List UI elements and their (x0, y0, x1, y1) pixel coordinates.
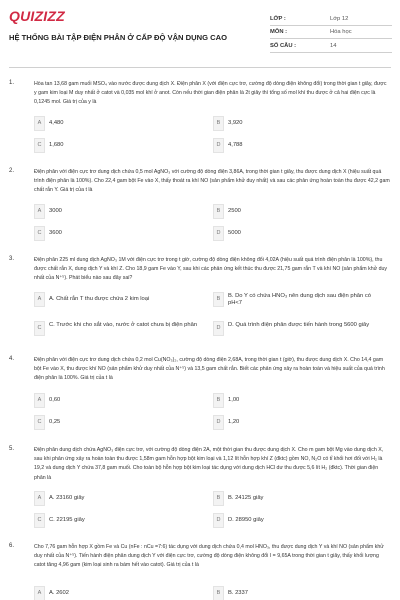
option-text: 3000 (49, 208, 62, 214)
option-letter: A (34, 116, 45, 131)
option-text: 0,60 (49, 397, 61, 403)
option-letter: D (213, 513, 224, 528)
option-letter: C (34, 138, 45, 153)
option-text: A. 2602 (49, 590, 69, 596)
option-letter: D (213, 415, 224, 430)
count-value: 14 (330, 43, 337, 49)
subject-value: Hóa học (330, 29, 352, 35)
option-text: A. 23160 giây (49, 495, 85, 501)
question-number: 6. (9, 543, 15, 549)
question-number: 3. (9, 256, 15, 262)
option-letter: D (213, 138, 224, 153)
question-number: 4. (9, 356, 15, 362)
option-letter: B (213, 116, 224, 131)
option-letter: B (213, 393, 224, 408)
count-label: SỐ CÂU : (270, 43, 297, 49)
option-text: C. Trước khi cho sắt vào, nước ở catot chưa bị điện phân (49, 322, 198, 328)
option-text: A. Chất rắn T thu được chứa 2 kim loại (49, 296, 150, 302)
worksheet-header (0, 0, 400, 62)
question-number: 1. (9, 80, 15, 86)
option-letter: C (34, 513, 45, 528)
option-letter: B (213, 204, 224, 219)
question-number: 2. (9, 168, 15, 174)
option-text: C. 22195 giây (49, 517, 85, 523)
option-letter: D (213, 226, 224, 241)
option-text: B. 2337 (228, 590, 248, 596)
grade-value: Lớp 12 (330, 16, 349, 22)
option-text: 3,920 (228, 120, 243, 126)
option-text: 4,788 (228, 142, 243, 148)
subject-label: MÔN : (270, 29, 288, 35)
option-text: D. Quá trình điện phân được tiến hành trong 5600 giây (228, 322, 370, 328)
question-text: Cho 7,76 gam hỗn hợp X gồm Fe và Cu (nFe : nCu =7:6) tác dụng với dung dịch chứa 0,4 mol HNO₃, thu được dung dịch Y và khí NO (sản phẩm khử duy nhất của N⁺⁵). Tiến hành điện phân dung dịch Y với điện cực trơ, cường độ dòng điện không đổi I = 9,65A trong thời gian t giây, thấy khối lượng catot tăng 4,96 gam (kim loại sinh ra bám hết vào catot). Giá trị của t là (34, 544, 384, 569)
option-text: 0,25 (49, 419, 61, 425)
option-text: 3600 (49, 230, 62, 236)
option-text: 4,480 (49, 120, 64, 126)
question-text: Điện phân 225 ml dung dịch AgNO₃ 1M với điện cực trơ trong t giờ, cường độ dòng điện không đổi 4,02A (hiệu suất quá trình điện phân là 100%), thu được chất rắn X, dung dịch Y và khí Z. Cho 18,9 gam Fe vào Y, sau khi các phản ứng kết thúc thu được 21,75 gam rắn T và khí NO (sản phẩm khử duy nhất của N⁺⁵). Phát biểu nào sau đây sai? (34, 257, 388, 282)
option-text: B. Do Y có chứa HNO₃ nên dung dịch sau điện phân có pH<7 (228, 293, 371, 306)
question-text: Điện phân với điện cực trơ dung dịch chứa 0,2 mol Cu(NO₃)₂, cường độ dòng điện 2,68A, trong thời gian t (giờ), thu được dung dịch X. Cho 14,4 gam bột Fe vào X, thu được khí NO (sản phẩm khử duy nhất của N⁺⁵) và 13,5 gam chất rắn. Biết các phản ứng xảy ra hoàn toàn và hiệu suất của quá trình điện phân là 100%. Giá trị của t là (34, 357, 385, 382)
option-letter: C (34, 415, 45, 430)
option-letter: C (34, 321, 45, 336)
option-letter: A (34, 292, 45, 307)
option-letter: A (34, 491, 45, 506)
header-divider (9, 67, 391, 68)
option-letter: B (213, 491, 224, 506)
option-letter: A (34, 586, 45, 600)
option-letter: B (213, 586, 224, 600)
question-text: Điện phân dung dịch chứa AgNO₃ điện cực trơ, với cường độ dòng điện 2A, một thời gian thu được dung dịch X. Cho m gam bột Mg vào dung dịch X, sau khi phản ứng xảy ra hoàn toàn thu được 1,58m gam hỗn hợp bột kim loại và 1,12 lít hỗn hợp khí Z (đktc) gồm NO, N₂O có tỉ khối hơi đối với H₂ là 19,2 và dung dịch Y chứa 37,8 gam muối. Cho toàn bộ hỗn hợp bột kim loại tác dụng với dung dịch HCl dư thu được 5,6 lít H₂ (đktc). Thời gian điện phân là (34, 447, 384, 481)
option-text: D. 28950 giây (228, 517, 264, 523)
worksheet-title: HỆ THỐNG BÀI TẬP ĐIỆN PHÂN Ở CẤP ĐỘ VẬN DỤNG CAO (9, 33, 227, 42)
option-text: 1,680 (49, 142, 64, 148)
grade-label: LỚP : (270, 16, 286, 22)
option-text: 1,20 (228, 419, 240, 425)
option-text: 1,00 (228, 397, 240, 403)
option-letter: A (34, 393, 45, 408)
option-letter: A (34, 204, 45, 219)
question-number: 5. (9, 446, 15, 452)
option-letter: B (213, 292, 224, 307)
option-letter: D (213, 321, 224, 336)
option-text: B. 24125 giây (228, 495, 264, 501)
option-text: 5000 (228, 230, 241, 236)
option-text: 2500 (228, 208, 241, 214)
question-text: Điện phân với điện cực trơ dung dịch chứa 0,5 mol AgNO₃ với cường độ dòng điện 3,86A, trong thời gian t giây, thu được dung dịch X (hiệu suất quá trình điện phân là 100%). Cho 22,4 gam bột Fe vào X, thấy thoát ra khí NO (sản phẩm khử duy nhất) và sau các phản ứng hoàn toàn thu được 42,2 gam chất rắn Y. Giá trị của t là (34, 169, 390, 194)
question-text: Hòa tan 13,68 gam muối MSO₄ vào nước được dung dịch X. Điện phân X (với điện cực trơ, cường độ dòng điện không đổi) trong thời gian t giây, được y gam kim loại M duy nhất ở catot và 0,035 mol khí ở anot. Còn nếu thời gian điện phân là 2t giây thì tổng số mol khí thu được ở cả hai điện cực là 0,1245 mol. Giá trị của y là (34, 81, 387, 106)
option-letter: C (34, 226, 45, 241)
quizizz-logo: QUIZIZZ (9, 8, 65, 24)
